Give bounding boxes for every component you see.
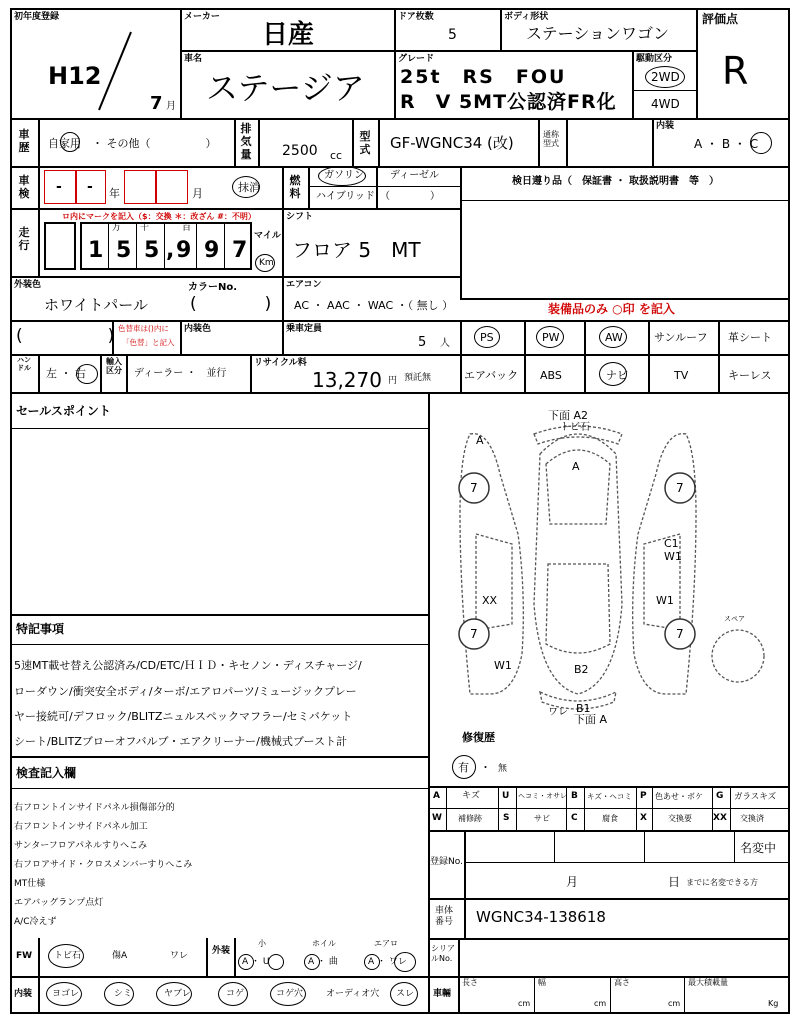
wheel-label: ホイル (312, 939, 336, 948)
special-note-line: 5速MT載せ替え公認済み/CD/ETC/ＨＩＤ・キセノン・ディスチャージ/ (14, 659, 362, 672)
int-item: コゲ (226, 989, 245, 999)
legend-desc: キズ (462, 791, 480, 801)
mileage-digit: 5 (144, 238, 160, 263)
legend-desc: ヘコミ・オサレ (518, 792, 567, 800)
displacement-unit: cc (330, 149, 343, 162)
aero-options: A ・ ワレ (368, 957, 407, 967)
grade-line2: R V 5MT公認済FR化 (400, 91, 617, 113)
diagram-label: B1 (576, 702, 591, 715)
legend-code: B (571, 791, 578, 801)
legend-code: A (433, 791, 440, 801)
diagram-label: W1 (664, 550, 682, 563)
recycle-value: 13,270 (312, 368, 382, 392)
legend-desc: 色あせ・ボケ (655, 792, 703, 801)
sales-points-title: セールスポイント (16, 404, 111, 418)
legend-code: G (716, 791, 724, 801)
doors-value: 5 (448, 27, 457, 43)
height-label: 高さ (614, 978, 630, 987)
year-value: H12 (48, 62, 102, 90)
exterior-color-label: 外装色 (14, 280, 42, 290)
car-name-value: ステージア (206, 69, 365, 107)
shift-value: フロア 5 MT (292, 238, 421, 262)
drive-2wd: 2WD (651, 70, 680, 84)
legend-desc: キズ・ヘコミ (587, 792, 632, 801)
diagram-label: A (476, 434, 484, 447)
capacity-value: 5 (418, 335, 427, 350)
body-label: ボディ形状 (504, 12, 549, 22)
equip-abs: ABS (540, 369, 562, 382)
inspection-line: 右フロントインサイドパネル加工 (14, 822, 148, 832)
displacement-label: 排気量 (240, 122, 252, 161)
inspection-line: A/C冷えず (14, 917, 57, 927)
legend-desc: ガラスキズ (734, 792, 777, 802)
recycle-label: リサイクル料 (254, 358, 307, 368)
width-label: 幅 (538, 978, 546, 987)
handle-value: 左 ・ 右 (46, 367, 86, 380)
repair-sep: ・ (480, 761, 491, 774)
diagram-label: ワレ (548, 707, 568, 718)
diagram-label: トビ石 (560, 422, 590, 433)
mileage-unit-sen: 千 (140, 223, 150, 233)
diagram-label: 7 (676, 481, 684, 495)
registration-deadline: までに名変できる方 (686, 878, 758, 887)
mileage-digit: 1 (88, 238, 104, 263)
int-item-circle (390, 982, 418, 1006)
grade-label: グレード (398, 54, 435, 64)
interior-grade-options: A ・ B ・ C (694, 137, 759, 151)
fuel-gasoline: ガソリン (324, 170, 364, 181)
mileage-extra-box (44, 222, 76, 270)
docs-text: 検日遵り品（ 保証書 ・ 取扱説明書 等 ） (512, 176, 719, 187)
int-item: ヨゴレ (52, 989, 80, 999)
special-note-line: シート/BLITZブローオフバルブ・エアクリーナー/機械式ブースト計 (14, 735, 347, 748)
int-item: コゲ穴 (276, 989, 304, 999)
small-options: A ・ U (242, 957, 270, 967)
chassis-label: 車体番号 (435, 906, 454, 927)
grade-eval-value: R (722, 49, 749, 93)
legend-code: U (502, 791, 510, 801)
usage-value: 自家用 ・ その他（ ） (48, 137, 217, 150)
equip-navi: ナビ (606, 369, 628, 382)
inspection-line: 右フロアサイド・クロスメンバーすりへこみ (14, 860, 193, 870)
int-item: スレ (396, 989, 415, 999)
inspection-expired-circle (232, 176, 260, 198)
inspection-box-4 (156, 170, 188, 204)
height-unit: cm (668, 999, 681, 1008)
wheel-options: A ・ 曲 (308, 957, 338, 967)
special-notes-title: 特記事項 (16, 622, 65, 636)
ac-label: エアコン (286, 280, 322, 290)
wheel-circle (304, 954, 320, 970)
usage-circle (60, 132, 80, 152)
equip-tv: TV (674, 369, 689, 382)
mileage-km-circle (255, 254, 275, 272)
inspection-dash-1: - (56, 179, 62, 195)
capacity-unit: 人 (440, 338, 450, 349)
special-note-line: ローダウン/衝突安全ボディ/ターボ/エアロパーツ/ミュージックプレー (14, 685, 357, 698)
year-label: 初年度登録 (14, 12, 60, 22)
equip-keyless: キーレス (728, 369, 772, 382)
int-item: シミ (114, 989, 133, 999)
legend-desc: 交換済 (740, 814, 764, 823)
mileage-unit-man: 万 (112, 223, 122, 233)
mileage-comma: , (166, 238, 175, 263)
aero-circle (394, 952, 416, 972)
exterior-color-value: ホワイトパール (44, 296, 148, 314)
legend-code: C (571, 813, 578, 823)
maker-label: メーカー (184, 12, 220, 22)
diagram-label: XX (482, 594, 498, 607)
int-item: ヤブレ (164, 989, 191, 999)
drive-2wd-circle (645, 66, 685, 88)
legend-code: P (640, 791, 647, 801)
repair-yes-circle (452, 755, 476, 779)
equip-airbag: エアバック (464, 369, 519, 382)
weight-label: 最大積載量 (688, 978, 728, 987)
registration-month: 月 (566, 875, 579, 889)
interior-grade-label: 内装 (656, 121, 675, 131)
small-circle (238, 954, 254, 970)
fuel-label: 燃料 (289, 174, 301, 200)
equipment-header: 装備品のみ ○印 を記入 (548, 302, 675, 316)
import-label: 輸入区分 (106, 357, 122, 375)
grade-line1: 25t RS FOU (400, 66, 567, 88)
shift-label: シフト (286, 212, 314, 222)
repair-label: 修復歴 (462, 731, 495, 744)
inspection-line: サンターフロアパネルすりへこみ (14, 841, 148, 851)
inspection-box-3 (124, 170, 156, 204)
capacity-label: 乗車定員 (286, 324, 323, 334)
diagram-label: W1 (494, 659, 512, 672)
handle-circle (76, 364, 98, 384)
fuel-diesel: ディーゼル (390, 170, 439, 181)
fw-item: 傷A (112, 951, 128, 961)
equip-pw: PW (542, 331, 560, 344)
special-note-line: ヤー接続可/デフロック/BLITZニュルスペックマフラー/セミバケット (14, 710, 353, 723)
equip-leather: 革シート (728, 331, 772, 344)
diagram-label: 7 (470, 627, 478, 641)
inspection-dash-2: - (87, 179, 93, 195)
legend-code: X (640, 813, 647, 823)
diagram-label: B2 (574, 663, 589, 676)
exterior-paren: ( ) (16, 326, 115, 346)
mileage-label: 走行 (18, 226, 30, 252)
ac-value: AC ・ AAC ・ WAC ・（ 無し ） (294, 299, 454, 312)
int-item-circle (46, 982, 82, 1006)
diagram-label: 7 (676, 627, 684, 641)
year-slash (95, 30, 135, 112)
equip-pw-circle (536, 326, 564, 348)
diagram-label: W1 (656, 594, 674, 607)
int-item-circle (104, 982, 134, 1006)
mileage-unit-km: Km (259, 258, 274, 268)
diagram-label: スペア (724, 615, 745, 623)
inspection-year-unit: 年 (109, 187, 120, 200)
repair-yes: 有 (458, 761, 469, 774)
fw-item: トビ石 (54, 951, 82, 961)
color-no-label: カラーNo. (188, 282, 238, 293)
weight-unit: Kg (768, 999, 779, 1008)
inspection-title: 検査記入欄 (16, 766, 77, 780)
int-item: オーディオ穴 (326, 989, 380, 999)
grade-eval-label: 評価点 (702, 12, 739, 26)
model-label: 型式 (359, 130, 371, 156)
registration-name-change: 名変中 (740, 841, 777, 855)
interior-color-label: 内装色 (184, 324, 212, 334)
equip-navi-circle (599, 362, 627, 386)
repair-no: 無 (498, 764, 508, 774)
legend-desc: 交換要 (668, 814, 692, 823)
model-value: GF-WGNC34 (改) (390, 134, 514, 152)
legend-desc: サビ (534, 814, 550, 823)
mileage-unit-mile: マイル (254, 231, 281, 241)
inspection-line: 右フロントインサイドパネル損傷部分的 (14, 803, 175, 813)
aero-label: エアロ (374, 939, 398, 948)
color-change-note-2: 「色替」と記入 (122, 338, 175, 347)
fw-item-circle (48, 944, 84, 968)
legend-code: XX (713, 813, 727, 823)
inspection-line: エアバッグランプ点灯 (14, 898, 104, 908)
int-item-circle (270, 982, 306, 1006)
serial-label: シリアルNo. (431, 944, 455, 963)
fuel-other: （ ） (380, 191, 440, 202)
aero-circle (364, 954, 380, 970)
length-unit: cm (518, 999, 531, 1008)
small-label: 小 (258, 939, 266, 948)
equip-ps-circle (474, 326, 500, 348)
fuel-hybrid: ハイブリッド (316, 191, 375, 202)
month-suffix: 月 (166, 101, 176, 112)
diagram-label: 下面 A (574, 713, 608, 726)
maker-value: 日産 (262, 20, 315, 50)
int-item-circle (156, 982, 192, 1006)
color-no-value: ( ) (190, 294, 272, 314)
registration-day: 日 (668, 875, 681, 889)
mileage-unit-hyaku: 百 (182, 223, 192, 233)
small-circle (268, 954, 284, 970)
chassis-value: WGNC34-138618 (476, 908, 606, 926)
inspection-month-unit: 月 (192, 187, 203, 200)
diagram-label: 下面 A2 (548, 409, 589, 422)
fw-item: ワレ (170, 951, 189, 961)
legend-code: W (432, 813, 442, 823)
legend-desc: 腐食 (602, 814, 618, 823)
doors-label: ドア枚数 (398, 12, 434, 22)
drive-4wd: 4WD (651, 97, 680, 111)
mileage-digit: 5 (116, 238, 132, 263)
registration-label: 登録No. (430, 857, 463, 867)
diagram-label: C1 (664, 537, 679, 550)
equip-aw: AW (605, 331, 623, 344)
handle-label: ハンドル (17, 356, 31, 372)
size-label: 車輛 (433, 989, 452, 999)
inspection-expired: 抹消 (238, 181, 260, 194)
body-value: ステーションワゴン (526, 24, 670, 43)
displacement-value: 2500 (282, 143, 318, 159)
int-item-circle (218, 982, 248, 1006)
common-model-label: 通称型式 (543, 130, 559, 148)
diagram-label: 7 (470, 481, 478, 495)
equip-ps: PS (480, 331, 494, 344)
inspection-line: MT仕様 (14, 879, 46, 889)
fw-label: FW (16, 951, 33, 961)
interior-grade-circle (750, 132, 772, 154)
drive-label: 駆動区分 (636, 54, 673, 64)
width-unit: cm (594, 999, 607, 1008)
ext-label: 外装 (211, 946, 230, 956)
length-label: 長さ (462, 978, 478, 987)
mileage-digit: 9 (204, 238, 220, 263)
mileage-digit: 9 (176, 238, 192, 263)
int-label: 内装 (14, 989, 33, 999)
equip-aw-circle (599, 326, 627, 348)
mileage-note: ロ内にマークを記入（$：交換 ＊：改ざん #：不明） (62, 212, 256, 221)
legend-desc: 補修跡 (458, 814, 482, 823)
mileage-digit: 7 (232, 238, 248, 263)
import-value: ディーラー ・ 並行 (134, 368, 227, 379)
color-change-note-1: 色替車は()内に (118, 324, 169, 333)
car-name-label: 車名 (184, 54, 203, 64)
month-value: 7 (150, 93, 163, 114)
inspection-label: 車検 (18, 174, 30, 200)
legend-code: S (503, 813, 510, 823)
diagram-label: A (572, 460, 580, 473)
fuel-gasoline-circle (318, 166, 366, 186)
equip-sunroof: サンルーフ (654, 331, 708, 344)
recycle-unit: 円 (388, 376, 398, 386)
usage-label: 車歴 (18, 128, 30, 154)
recycle-deposit: 預託無 (404, 373, 432, 383)
